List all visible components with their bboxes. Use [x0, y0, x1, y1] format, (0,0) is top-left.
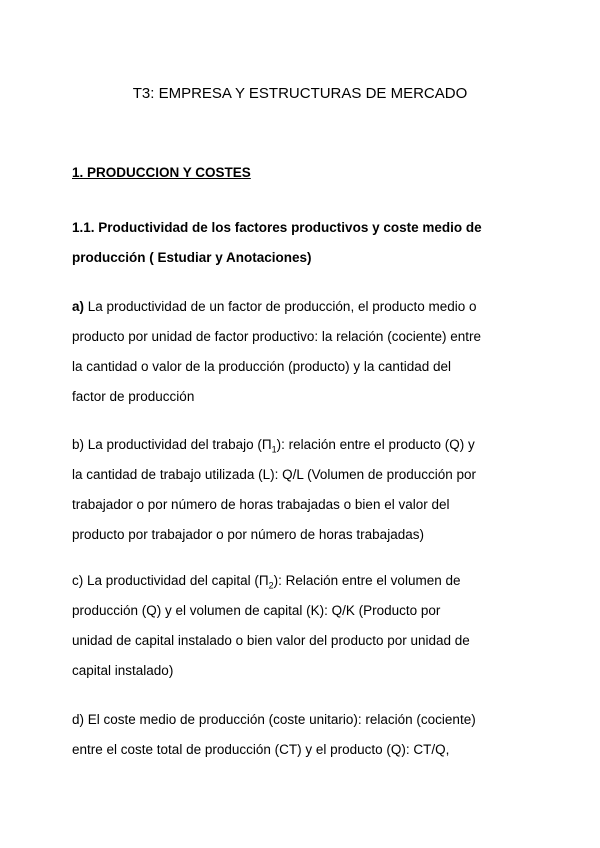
subscript: 1: [271, 444, 277, 455]
paragraph-line: producto por trabajador o por número de horas trabajadas): [72, 527, 424, 542]
paragraph-line: factor de producción: [72, 389, 195, 404]
paragraph-text: ): relación entre el producto (Q) y: [276, 437, 475, 452]
paragraph-line: [72, 430, 512, 460]
paragraph-line: capital instalado): [72, 663, 174, 678]
paragraph-line: producto por unidad de factor productivo: la relación (cociente) entre: [72, 329, 481, 344]
subsection-heading-line: producción ( Estudiar y Anotaciones): [72, 250, 312, 265]
subsection-heading-line: 1.1. Productividad de los factores productivos y coste medio de: [72, 220, 482, 235]
paragraph-line: entre el coste total de producción (CT) y el producto (Q): CT/Q,: [72, 742, 450, 757]
section-heading-produccion-costes: 1. PRODUCCION Y COSTES: [72, 165, 251, 180]
subscript: 2: [268, 580, 274, 591]
paragraph-line: producción (Q) y el volumen de capital (K): Q/K (Producto por: [72, 603, 441, 618]
paragraph-text: b) La productividad del trabajo (Π: [72, 437, 272, 452]
paragraph-text: La productividad de un factor de producción, el producto medio o: [84, 299, 477, 314]
paragraph-marker: a): [72, 299, 85, 314]
paragraph-line: [72, 292, 512, 322]
paragraph-text: c) La productividad del capital (Π: [72, 573, 269, 588]
paragraph-b: [72, 430, 512, 550]
paragraph-line: la cantidad o valor de la producción (producto) y la cantidad del: [72, 359, 451, 374]
paragraph-line: la cantidad de trabajo utilizada (L): Q/L (Volumen de producción por: [72, 467, 476, 482]
paragraph-line: d) El coste medio de producción (coste unitario): relación (cociente): [72, 712, 476, 727]
paragraph-line: trabajador o por número de horas trabajadas o bien el valor del: [72, 497, 450, 512]
paragraph-c: [72, 566, 512, 686]
paragraph-d: [72, 705, 512, 765]
paragraph-line: [72, 566, 512, 596]
paragraph-a: [72, 292, 512, 412]
paragraph-text: ): Relación entre el volumen de: [273, 573, 461, 588]
paragraph-line: unidad de capital instalado o bien valor del producto por unidad de: [72, 633, 470, 648]
document-title: T3: EMPRESA Y ESTRUCTURAS DE MERCADO: [132, 85, 468, 102]
subsection-heading-productividad: [72, 213, 512, 273]
